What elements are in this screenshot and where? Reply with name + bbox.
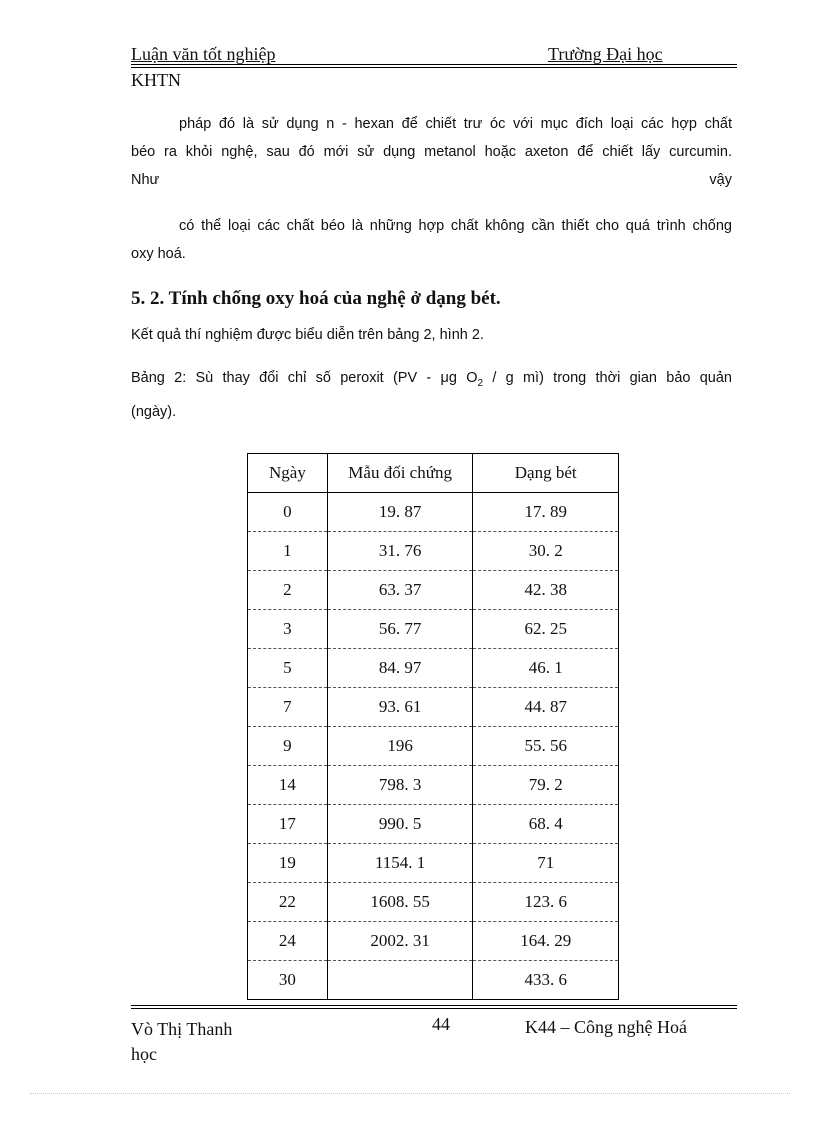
paragraph-word: Như bbox=[131, 172, 160, 188]
cell-day: 24 bbox=[248, 922, 328, 961]
table-row bbox=[248, 766, 619, 805]
table-row bbox=[248, 727, 619, 766]
cell-powder: 55. 56 bbox=[473, 727, 619, 766]
cell-day: 17 bbox=[248, 805, 328, 844]
cell-control: 56. 77 bbox=[327, 610, 473, 649]
cell-control: 1154. 1 bbox=[327, 844, 473, 883]
table-caption bbox=[131, 364, 732, 426]
cell-control: 2002. 31 bbox=[327, 922, 473, 961]
paragraph-line: có thể loại các chất béo là những hợp chất không cần thiết cho quá trình chống bbox=[179, 218, 732, 234]
cell-powder: 79. 2 bbox=[473, 766, 619, 805]
paragraph-line bbox=[131, 166, 732, 194]
cell-powder: 433. 6 bbox=[473, 961, 619, 1000]
cell-day: 19 bbox=[248, 844, 328, 883]
table-header-row bbox=[248, 454, 619, 493]
table-row bbox=[248, 610, 619, 649]
cell-day: 22 bbox=[248, 883, 328, 922]
page-number: 44 bbox=[432, 1014, 450, 1034]
caption-line: (ngày). bbox=[131, 403, 177, 420]
cell-powder: 71 bbox=[473, 844, 619, 883]
column-header: Mẫu đối chứng bbox=[327, 454, 473, 493]
header-rule bbox=[131, 64, 737, 65]
table-row bbox=[248, 805, 619, 844]
cell-day: 30 bbox=[248, 961, 328, 1000]
footer-rule bbox=[131, 1005, 737, 1006]
cell-powder: 62. 25 bbox=[473, 610, 619, 649]
cell-powder: 44. 87 bbox=[473, 688, 619, 727]
cell-day: 7 bbox=[248, 688, 328, 727]
cell-control: 93. 61 bbox=[327, 688, 473, 727]
paragraph-line: béo ra khỏi nghệ, sau đó mới sử dụng metanol hoặc axeton để chiết lấy curcumin. bbox=[131, 144, 732, 160]
cell-control: 798. 3 bbox=[327, 766, 473, 805]
caption-suffix: / g mì) trong thời gian bảo quản bbox=[483, 370, 732, 386]
paragraph-line: pháp đó là sử dụng n - hexan để chiết trư óc với mục đích loại các hợp chất bbox=[179, 116, 732, 132]
table-row bbox=[248, 493, 619, 532]
paragraph-extraction bbox=[131, 110, 732, 194]
footer-rule bbox=[131, 1008, 737, 1009]
column-header: Ngày bbox=[248, 454, 328, 493]
cell-powder: 42. 38 bbox=[473, 571, 619, 610]
header-school-continuation: KHTN bbox=[131, 70, 181, 90]
table-row bbox=[248, 883, 619, 922]
table-row bbox=[248, 922, 619, 961]
cell-day: 2 bbox=[248, 571, 328, 610]
caption-subscript: 2 bbox=[477, 377, 484, 389]
cell-control: 1608. 55 bbox=[327, 883, 473, 922]
page-boundary bbox=[30, 1093, 790, 1094]
table-row bbox=[248, 571, 619, 610]
cell-day: 0 bbox=[248, 493, 328, 532]
table-row bbox=[248, 844, 619, 883]
table-row bbox=[248, 532, 619, 571]
table-row bbox=[248, 688, 619, 727]
cell-day: 5 bbox=[248, 649, 328, 688]
paragraph-fat-removal bbox=[131, 212, 732, 268]
cell-control: 19. 87 bbox=[327, 493, 473, 532]
cell-control: 990. 5 bbox=[327, 805, 473, 844]
peroxide-table bbox=[247, 453, 619, 1000]
paragraph-line: oxy hoá. bbox=[131, 246, 186, 262]
paragraph-word: vậy bbox=[709, 172, 732, 188]
cell-control: 31. 76 bbox=[327, 532, 473, 571]
cell-powder: 17. 89 bbox=[473, 493, 619, 532]
footer-class: K44 – Công nghệ Hoá bbox=[525, 1017, 687, 1037]
cell-powder: 30. 2 bbox=[473, 532, 619, 571]
caption-prefix: Bảng 2: Sù thay đổi chỉ số peroxit (PV - μg O bbox=[131, 370, 478, 386]
cell-day: 1 bbox=[248, 532, 328, 571]
table-row bbox=[248, 649, 619, 688]
cell-powder: 123. 6 bbox=[473, 883, 619, 922]
cell-day: 3 bbox=[248, 610, 328, 649]
cell-control: 63. 37 bbox=[327, 571, 473, 610]
cell-control bbox=[327, 961, 473, 1000]
cell-day: 9 bbox=[248, 727, 328, 766]
column-header: Dạng bét bbox=[473, 454, 619, 493]
table-row bbox=[248, 961, 619, 1000]
footer-author: Vò Thị Thanh học bbox=[131, 1019, 233, 1064]
caption-line bbox=[131, 364, 732, 398]
cell-day: 14 bbox=[248, 766, 328, 805]
header-rule bbox=[131, 67, 737, 68]
header-school: Trường Đại học bbox=[548, 44, 663, 64]
cell-control: 84. 97 bbox=[327, 649, 473, 688]
header-title: Luận văn tốt nghiệp bbox=[131, 44, 276, 64]
cell-powder: 164. 29 bbox=[473, 922, 619, 961]
section-heading: 5. 2. Tính chống oxy hoá của nghệ ở dạng bét. bbox=[131, 288, 501, 309]
cell-powder: 68. 4 bbox=[473, 805, 619, 844]
cell-powder: 46. 1 bbox=[473, 649, 619, 688]
result-text: Kết quả thí nghiệm được biểu diễn trên bảng 2, hình 2. bbox=[131, 327, 484, 343]
cell-control: 196 bbox=[327, 727, 473, 766]
